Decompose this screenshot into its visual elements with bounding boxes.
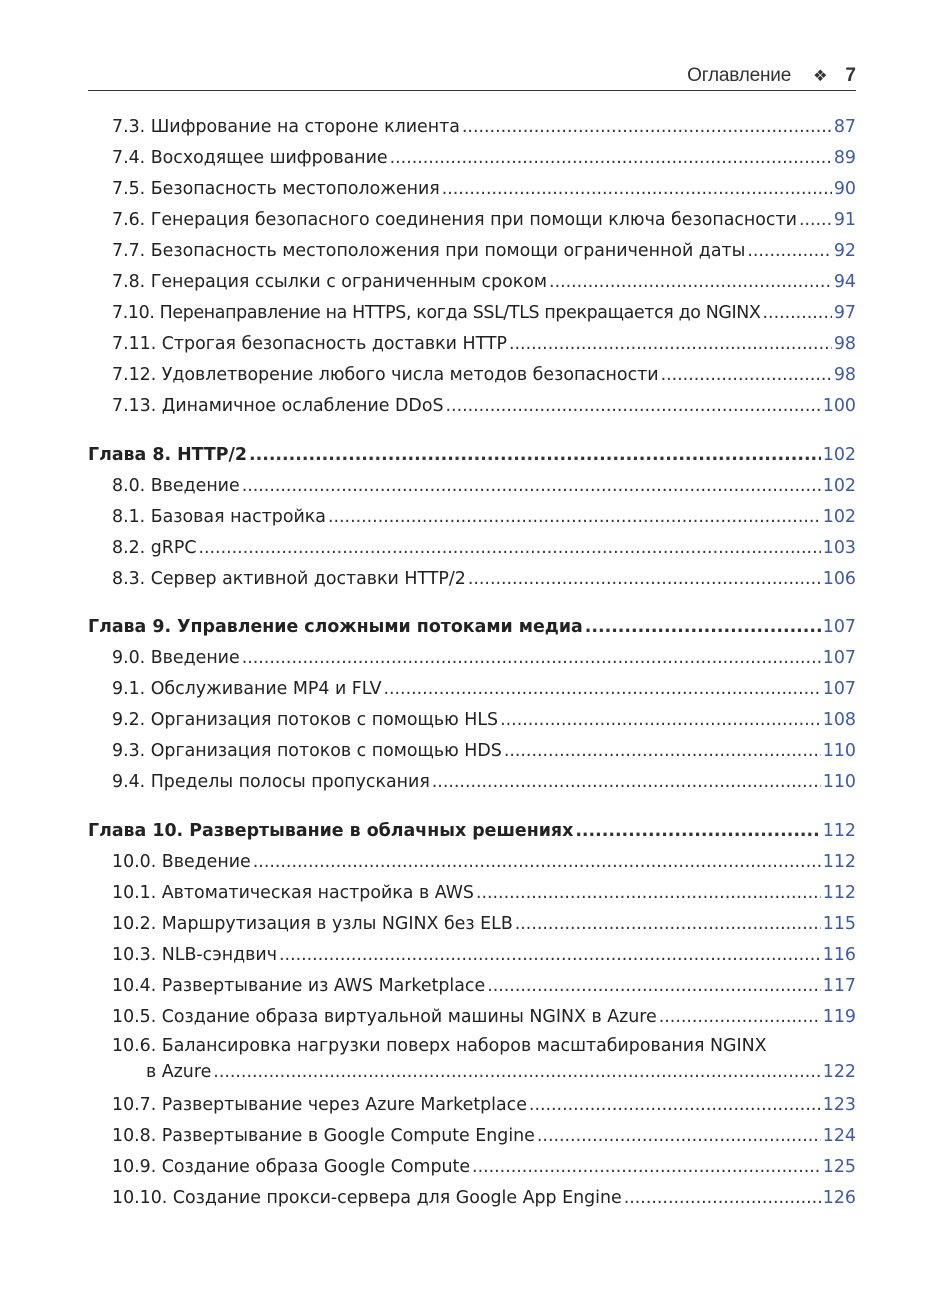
toc-entry-label: 10.5. Создание образа виртуальной машины NGINX в Azure bbox=[112, 1006, 657, 1027]
toc-page-link[interactable]: 112 bbox=[822, 851, 856, 872]
toc-entry-label: 7.13. Динамичное ослабление DDoS bbox=[112, 396, 444, 416]
ornament-icon: ❖ bbox=[813, 68, 828, 85]
toc-entry-label: 7.8. Генерация ссылки с ограниченным сроком bbox=[112, 272, 548, 292]
toc-entry[interactable] bbox=[88, 1090, 856, 1121]
toc-entry-label: 7.12. Удовлетворение любого числа методов безопасности bbox=[112, 365, 659, 385]
toc-entry-label: 10.10. Создание прокси-сервера для Google App Engine bbox=[112, 1187, 622, 1208]
toc-page-link[interactable]: 97 bbox=[833, 303, 856, 323]
toc-page-link[interactable]: 110 bbox=[822, 741, 856, 761]
toc-entry[interactable] bbox=[88, 1002, 856, 1033]
toc-page-link[interactable]: 125 bbox=[822, 1156, 856, 1177]
toc-page-link[interactable]: 90 bbox=[833, 179, 856, 199]
toc-entry[interactable] bbox=[88, 143, 856, 174]
toc-entry-label: 10.7. Развертывание через Azure Marketplace bbox=[112, 1094, 527, 1115]
dot-leader bbox=[659, 1002, 821, 1033]
toc-page-link[interactable]: 122 bbox=[822, 1061, 856, 1082]
dot-leader bbox=[468, 564, 821, 595]
dot-leader bbox=[462, 112, 832, 143]
toc-entry-multiline[interactable] bbox=[88, 1033, 856, 1085]
dot-leader bbox=[249, 440, 821, 471]
dot-leader bbox=[509, 329, 832, 360]
toc-entry-label: 10.4. Развертывание из AWS Marketplace bbox=[112, 975, 486, 996]
toc-entry-label: 7.4. Восходящее шифрование bbox=[112, 148, 388, 168]
dot-leader bbox=[549, 267, 832, 298]
dot-leader bbox=[500, 705, 821, 736]
toc-entry[interactable] bbox=[88, 1121, 856, 1152]
toc-entry-label: 10.8. Развертывание в Google Compute Engine bbox=[112, 1125, 535, 1146]
dot-leader bbox=[383, 674, 820, 705]
toc-page-link[interactable]: 107 bbox=[822, 617, 856, 637]
dot-leader bbox=[242, 643, 821, 674]
toc-entry-label: 7.10. Перенаправление на HTTPS, когда SSL/TLS прекращается до NGINX bbox=[112, 303, 761, 323]
toc-page-link[interactable]: 92 bbox=[833, 241, 856, 261]
toc-entry[interactable] bbox=[88, 564, 856, 595]
dot-leader bbox=[575, 816, 820, 847]
toc-entry[interactable] bbox=[88, 205, 856, 236]
toc-chapter-label: Глава 10. Развертывание в облачных решениях bbox=[88, 820, 574, 841]
toc-entry-label: 10.0. Введение bbox=[112, 851, 251, 872]
toc-chapter-label: Глава 9. Управление сложными потоками медиа bbox=[88, 617, 583, 637]
dot-leader bbox=[442, 174, 832, 205]
toc-entry[interactable] bbox=[88, 971, 856, 1002]
toc-page-link[interactable]: 110 bbox=[822, 772, 856, 792]
dot-leader bbox=[390, 143, 832, 174]
toc-entry-label: 8.2. gRPC bbox=[112, 537, 197, 558]
dot-leader bbox=[747, 236, 832, 267]
toc-entry[interactable] bbox=[88, 298, 856, 329]
toc-entry[interactable] bbox=[88, 236, 856, 267]
dot-leader bbox=[279, 940, 821, 971]
dot-leader bbox=[432, 767, 821, 798]
toc-entry[interactable] bbox=[88, 112, 856, 143]
toc-chapter-entry[interactable] bbox=[88, 816, 856, 847]
toc-chapter-entry[interactable] bbox=[88, 612, 856, 643]
toc-entry[interactable] bbox=[88, 909, 856, 940]
toc-entry-label: 7.3. Шифрование на стороне клиента bbox=[112, 117, 460, 137]
toc-entry-label: 9.3. Организация потоков с помощью HDS bbox=[112, 741, 502, 761]
toc-entry-label: 8.1. Базовая настройка bbox=[112, 506, 326, 527]
toc-page-link[interactable]: 124 bbox=[822, 1125, 856, 1146]
dot-leader bbox=[446, 391, 821, 422]
toc-entry[interactable] bbox=[88, 940, 856, 971]
toc-entry[interactable] bbox=[88, 329, 856, 360]
toc-entry-label: 10.9. Создание образа Google Compute bbox=[112, 1156, 471, 1177]
toc-entry-label: 10.6. Балансировка нагрузки поверх наборов масштабирования NGINX bbox=[112, 1035, 767, 1056]
dot-leader bbox=[537, 1121, 821, 1152]
dot-leader bbox=[198, 533, 820, 564]
dot-leader bbox=[624, 1183, 821, 1214]
toc-page-link[interactable]: 98 bbox=[833, 334, 856, 354]
toc-page-link[interactable]: 108 bbox=[822, 710, 856, 730]
dot-leader bbox=[476, 878, 821, 909]
toc-page-link[interactable]: 112 bbox=[822, 882, 856, 903]
toc-entry-label: 8.3. Сервер активной доставки HTTP/2 bbox=[112, 568, 466, 589]
toc-entry[interactable] bbox=[88, 878, 856, 909]
toc-entry[interactable] bbox=[88, 1152, 856, 1183]
toc-page-link[interactable]: 102 bbox=[822, 506, 856, 527]
dot-leader bbox=[253, 847, 821, 878]
toc-entry[interactable] bbox=[88, 267, 856, 298]
toc-entry-label: 8.0. Введение bbox=[112, 475, 240, 496]
running-header-title: Оглавление bbox=[687, 65, 792, 86]
toc-entry[interactable] bbox=[88, 847, 856, 878]
toc-entry-label: 9.0. Введение bbox=[112, 648, 240, 668]
toc-entry[interactable] bbox=[88, 643, 856, 674]
toc-entry[interactable] bbox=[88, 533, 856, 564]
toc-chapter-entry[interactable] bbox=[88, 440, 856, 471]
toc-entry-label: 10.2. Маршрутизация в узлы NGINX без ELB bbox=[112, 913, 513, 934]
toc-entry-label: 10.1. Автоматическая настройка в AWS bbox=[112, 882, 474, 903]
dot-leader bbox=[213, 1059, 821, 1085]
toc-page-link[interactable]: 107 bbox=[822, 679, 856, 699]
toc-entry[interactable] bbox=[88, 1183, 856, 1214]
toc-entry[interactable] bbox=[88, 736, 856, 767]
toc-entry-label: 10.3. NLB-сэндвич bbox=[112, 944, 278, 965]
toc-entry-label: 9.4. Пределы полосы пропускания bbox=[112, 772, 430, 792]
toc-entry[interactable] bbox=[88, 767, 856, 798]
toc-page-link[interactable]: 112 bbox=[822, 820, 856, 841]
toc-page-link[interactable]: 107 bbox=[822, 648, 856, 668]
toc-entry[interactable] bbox=[88, 360, 856, 391]
dot-leader bbox=[504, 736, 821, 767]
toc-page-link[interactable]: 116 bbox=[822, 944, 856, 965]
toc-page-link[interactable]: 94 bbox=[833, 272, 856, 292]
toc-entry[interactable] bbox=[88, 391, 856, 422]
dot-leader bbox=[661, 360, 832, 391]
toc-entry-label: 7.5. Безопасность местоположения bbox=[112, 179, 440, 199]
dot-leader bbox=[328, 502, 821, 533]
toc-page-link[interactable]: 98 bbox=[833, 365, 856, 385]
toc-entry-label-continued: в Azure bbox=[146, 1061, 212, 1082]
toc-page-link[interactable]: 126 bbox=[822, 1187, 856, 1208]
toc-page-link[interactable]: 103 bbox=[822, 537, 856, 558]
toc-chapter-label: Глава 8. HTTP/2 bbox=[88, 444, 247, 465]
toc-page-link[interactable]: 89 bbox=[833, 148, 856, 168]
running-header bbox=[88, 62, 856, 91]
toc-page-link[interactable]: 91 bbox=[833, 210, 856, 230]
toc-page-link[interactable]: 117 bbox=[822, 975, 856, 996]
toc-entry[interactable] bbox=[88, 674, 856, 705]
dot-leader bbox=[799, 205, 832, 236]
toc-entry[interactable] bbox=[88, 471, 856, 502]
toc-page-link[interactable]: 102 bbox=[822, 444, 856, 465]
dot-leader bbox=[529, 1090, 821, 1121]
dot-leader bbox=[585, 612, 821, 643]
dot-leader bbox=[515, 909, 821, 940]
dot-leader bbox=[763, 298, 832, 329]
toc-entry-label: 7.11. Строгая безопасность доставки HTTP bbox=[112, 334, 507, 354]
toc-entry-label: 9.1. Обслуживание MP4 и FLV bbox=[112, 679, 382, 699]
toc-page-link[interactable]: 106 bbox=[822, 568, 856, 589]
page-number: 7 bbox=[845, 65, 856, 86]
toc-page-link[interactable]: 102 bbox=[822, 475, 856, 496]
dot-leader bbox=[242, 471, 821, 502]
toc-page-link[interactable]: 123 bbox=[822, 1094, 856, 1115]
dot-leader bbox=[472, 1152, 821, 1183]
toc-entry[interactable] bbox=[88, 174, 856, 205]
toc-page-link[interactable]: 87 bbox=[833, 117, 856, 137]
dot-leader bbox=[487, 971, 821, 1002]
toc-entry-label: 7.6. Генерация безопасного соединения при помощи ключа безопасности bbox=[112, 210, 797, 230]
toc-page-link[interactable]: 100 bbox=[822, 396, 856, 416]
toc-page-link[interactable]: 115 bbox=[822, 913, 856, 934]
toc-entry[interactable] bbox=[88, 502, 856, 533]
toc-entry[interactable] bbox=[88, 705, 856, 736]
toc-page-link[interactable]: 119 bbox=[822, 1006, 856, 1027]
table-of-contents bbox=[88, 112, 856, 1214]
toc-entry-label: 7.7. Безопасность местоположения при помощи ограниченной даты bbox=[112, 241, 746, 261]
toc-entry-label: 9.2. Организация потоков с помощью HLS bbox=[112, 710, 499, 730]
